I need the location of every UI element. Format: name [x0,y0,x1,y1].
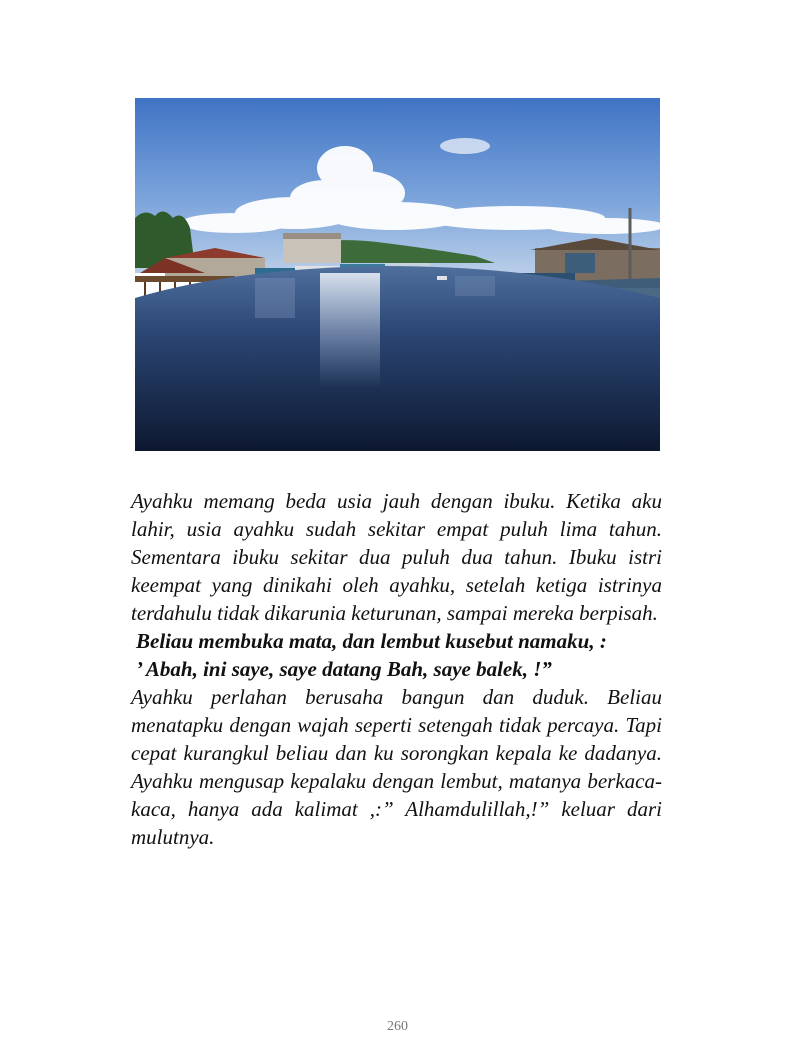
quote-line-2: ’ Abah, ini saye, saye datang Bah, saye balek, !” [136,657,552,681]
page-number: 260 [387,1019,408,1034]
paragraph-1: Ayahku memang beda usia jauh dengan ibuku. Ketika aku lahir, usia ayahku sudah sekitar empat puluh lima tahun. Sementara ibuku sekitar dua puluh dua tahun. Ibuku istri keempat yang dinikahi oleh ayahku, setelah ketiga istrinya terdahulu tidak dikarunia keturunan, sampai mereka berpisah. [131,489,662,625]
body-text [131,487,662,851]
river-photo [135,98,660,451]
quote-line-1: Beliau membuka mata, dan lembut kusebut namaku, : [136,629,607,653]
paragraph-2: Ayahku perlahan berusaha bangun dan duduk. Beliau menatapku dengan wajah seperti setengah tidak percaya. Tapi cepat kurangkul beliau dan ku sorongkan kepala ke dadanya. Ayahku mengusap kepalaku dengan lembut, matanya berkaca-kaca, hanya ada kalimat ,:” Alhamdulillah,!” keluar dari mulutnya. [131,685,662,849]
